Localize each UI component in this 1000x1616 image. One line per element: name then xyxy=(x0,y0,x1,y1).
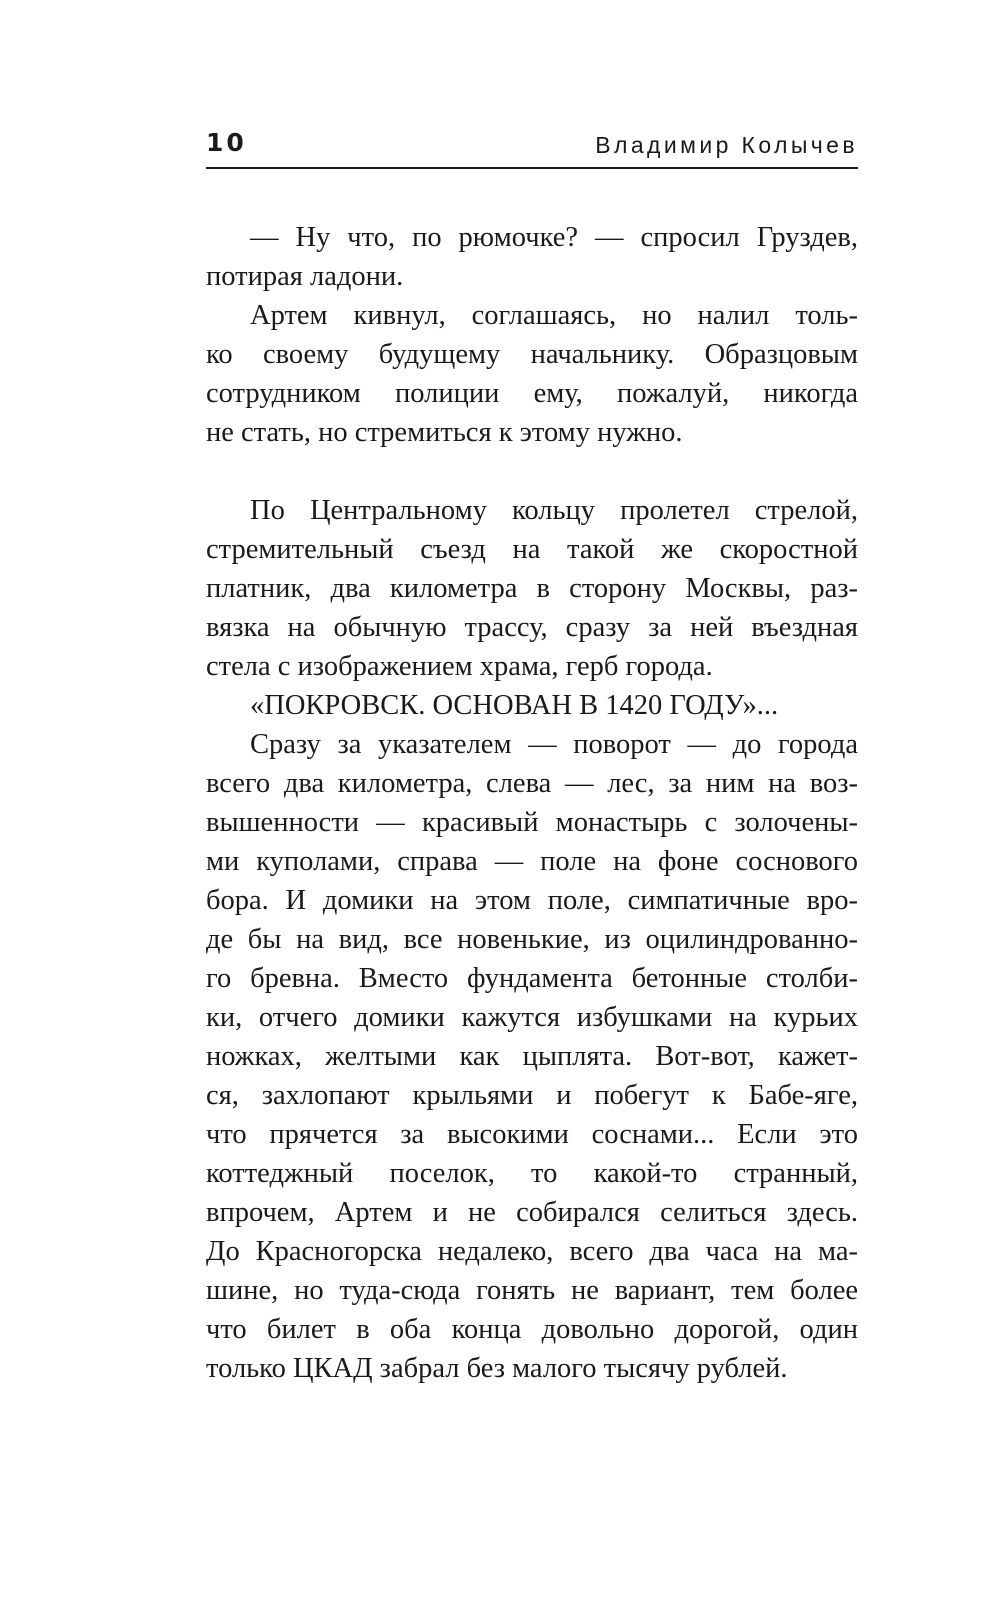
text-line: что прячется за высокими соснами... Если это xyxy=(206,1119,858,1150)
text-line: стремительный съезд на такой же скоростной xyxy=(206,534,858,565)
text-line: ми куполами, справа — поле на фоне соснового xyxy=(206,846,858,877)
text-line: «ПОКРОВСК. ОСНОВАН В 1420 ГОДУ»... xyxy=(250,690,779,721)
text-line: ножках, желтыми как цыплята. Вот-вот, кажет- xyxy=(206,1041,858,1072)
text-line: стела с изображением храма, герб города. xyxy=(206,651,713,682)
text-line: потирая ладони. xyxy=(206,261,404,292)
text-line: По Центральному кольцу пролетел стрелой, xyxy=(250,495,858,526)
text-line: де бы на вид, все новенькие, из оцилиндрованно- xyxy=(206,924,858,955)
text-line: шине, но туда-сюда гонять не вариант, тем более xyxy=(206,1275,858,1306)
text-line: ко своему будущему начальнику. Образцовым xyxy=(206,339,858,370)
text-line: ки, отчего домики кажутся избушками на курьих xyxy=(206,1002,858,1033)
running-head xyxy=(206,128,858,168)
header-rule xyxy=(206,167,858,169)
text-line: всего два километра, слева — лес, за ним на воз- xyxy=(206,768,858,799)
author-name: Владимир Колычев xyxy=(595,132,858,158)
text-line: платник, два километра в сторону Москвы, раз- xyxy=(206,573,858,604)
text-line: только ЦКАД забрал без малого тысячу рублей. xyxy=(206,1353,788,1384)
text-line: вышенности — красивый монастырь с золочены- xyxy=(206,807,858,838)
body-text xyxy=(206,218,858,1388)
text-line: бора. И домики на этом поле, симпатичные вро- xyxy=(206,885,858,916)
text-line: не стать, но стремиться к этому нужно. xyxy=(206,417,683,448)
text-line: — Ну что, по рюмочке? — спросил Груздев, xyxy=(250,222,858,253)
text-line: коттеджный поселок, то какой-то странный, xyxy=(206,1158,858,1189)
section-break xyxy=(206,452,858,491)
text-line: сотрудником полиции ему, пожалуй, никогда xyxy=(206,378,858,409)
text-line: Артем кивнул, соглашаясь, но налил толь- xyxy=(250,300,858,331)
text-line: Сразу за указателем — поворот — до города xyxy=(250,729,858,760)
text-line: ся, захлопают крыльями и побегут к Бабе-яге, xyxy=(206,1080,858,1111)
text-line: вязка на обычную трассу, сразу за ней въездная xyxy=(206,612,858,643)
text-line: что билет в оба конца довольно дорогой, один xyxy=(206,1314,858,1345)
text-line: го бревна. Вместо фундамента бетонные столби- xyxy=(206,963,858,994)
text-line: впрочем, Артем и не собирался селиться здесь. xyxy=(206,1197,858,1228)
text-line: До Красногорска недалеко, всего два часа на ма- xyxy=(206,1236,858,1267)
page-number: 10 xyxy=(206,128,247,157)
